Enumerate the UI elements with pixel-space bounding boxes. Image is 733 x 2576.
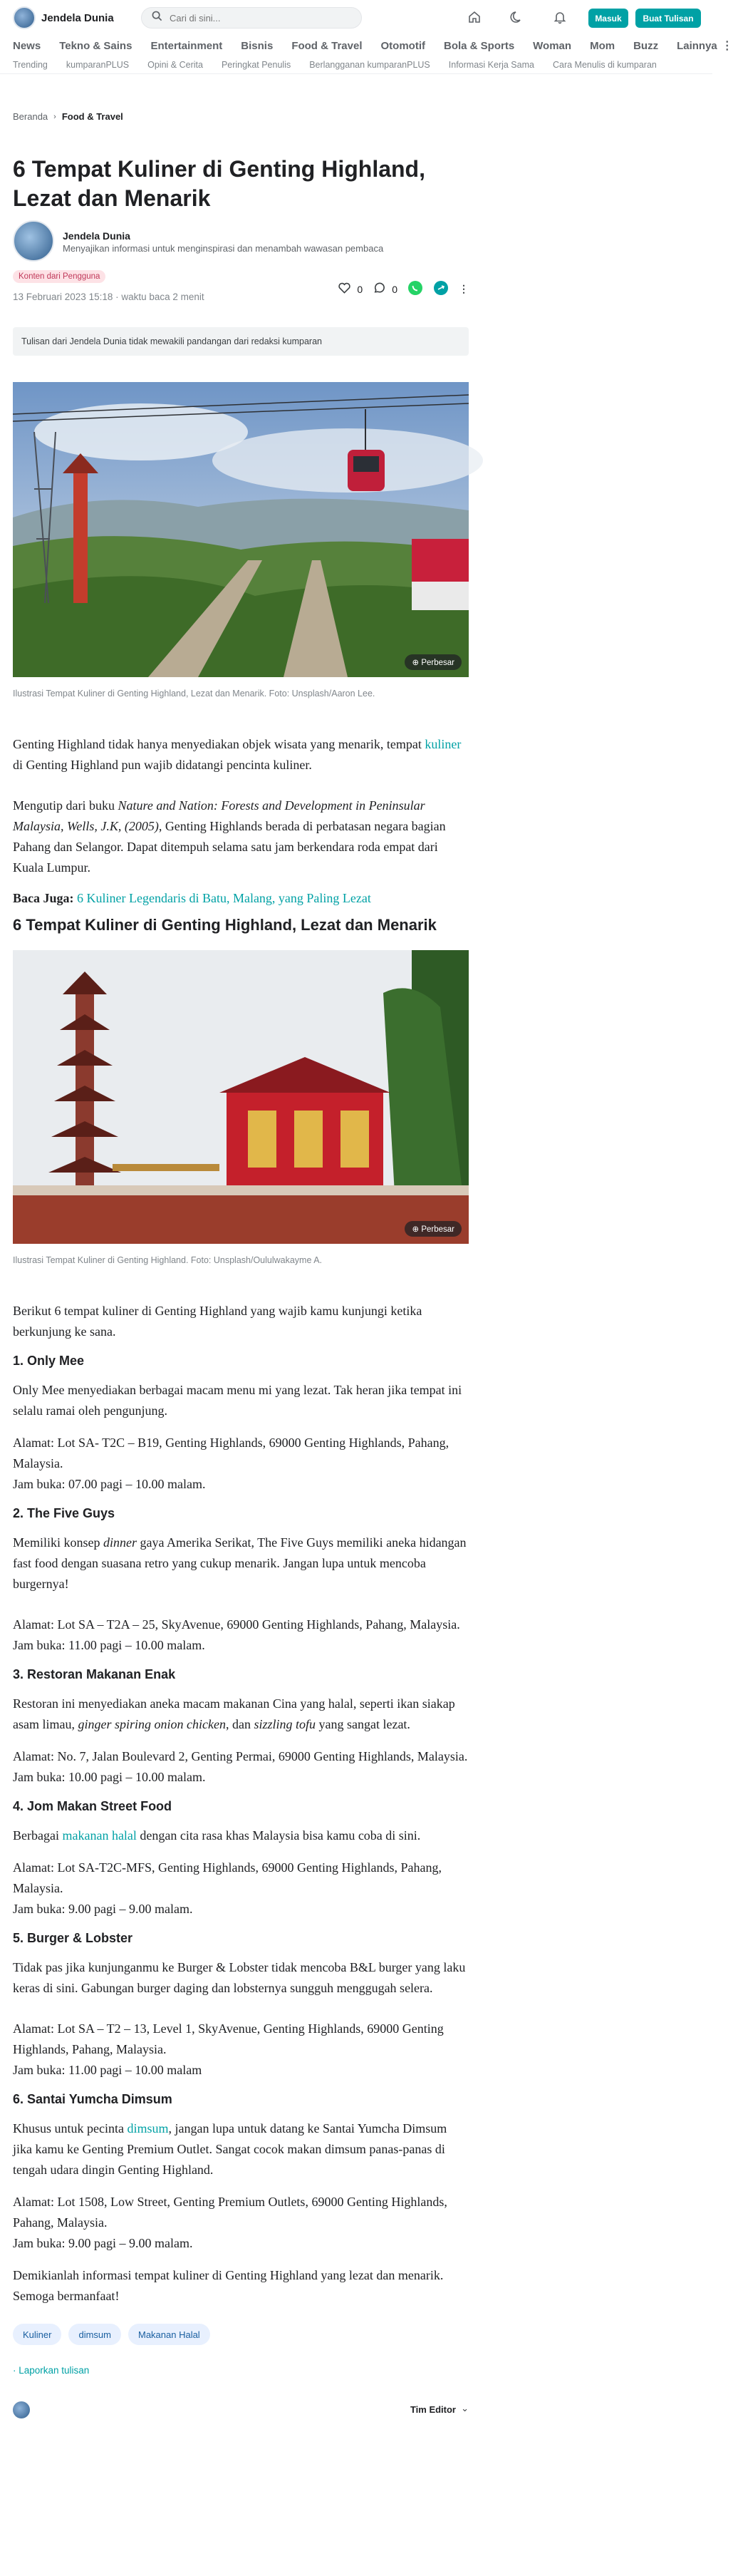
nav-item-news[interactable]: News — [13, 39, 41, 52]
paragraph — [13, 1825, 469, 1846]
tag-dimsum[interactable]: dimsum — [68, 2324, 121, 2345]
image-caption: Ilustrasi Tempat Kuliner di Genting Highland. Foto: Unsplash/Oululwakayme A. — [13, 1255, 323, 1265]
report-link[interactable]: · Laporkan tulisan — [13, 2365, 90, 2376]
author-desc: Menyajikan informasi untuk menginspirasi dan menambah wawasan pembaca — [63, 243, 384, 254]
subnav-item-cara-menulis[interactable]: Cara Menulis di kumparan — [552, 59, 657, 70]
italic-term: dinner — [103, 1535, 137, 1550]
more-vertical-icon[interactable]: ⋮ — [721, 40, 733, 52]
nav-item-bola[interactable]: Bola & Sports — [443, 39, 515, 52]
subnav-item-trending[interactable]: Trending — [13, 59, 48, 70]
subnav-item-peringkat[interactable]: Peringkat Penulis — [221, 59, 291, 70]
bell-icon[interactable] — [552, 9, 568, 25]
address: Alamat: Lot SA – T2A – 25, SkyAvenue, 69000 Genting Highlands, Pahang, Malaysia. — [13, 1617, 460, 1632]
read-also-label: Baca Juga: — [13, 891, 74, 905]
section-subheading: 3. Restoran Makanan Enak — [13, 1667, 176, 1681]
text-span: Memiliki konsep — [13, 1535, 103, 1550]
section-subheading: 6. Santai Yumcha Dimsum — [13, 2092, 172, 2106]
share-icon[interactable] — [433, 280, 449, 298]
search-box[interactable] — [141, 7, 362, 29]
breadcrumb-current[interactable]: Food & Travel — [61, 111, 123, 122]
address: Alamat: Lot SA-T2C-MFS, Genting Highlands, 69000 Genting Highlands, Pahang, Malaysia. — [13, 1860, 442, 1895]
breadcrumb — [13, 111, 469, 122]
article-title: 6 Tempat Kuliner di Genting Highland, Lezat dan Menarik — [13, 156, 425, 211]
paragraph: Only Mee menyediakan berbagai macam menu mi yang lezat. Tak heran jika tempat ini selalu ramai oleh pengunjung. — [13, 1383, 462, 1418]
brand-avatar-small — [13, 2401, 30, 2418]
hero-image[interactable] — [13, 382, 469, 677]
text-span: Mengutip dari buku — [13, 798, 118, 813]
comment-icon[interactable] — [373, 282, 386, 297]
address: Alamat: No. 7, Jalan Boulevard 2, Genting Permai, 69000 Genting Highlands, Malaysia. — [13, 1749, 468, 1763]
user-content-badge: Konten dari Pengguna — [13, 270, 105, 283]
hours: Jam buka: 07.00 pagi – 10.00 malam. — [13, 1477, 206, 1491]
section-subheading: 1. Only Mee — [13, 1354, 85, 1368]
footer-bar — [13, 2397, 469, 2426]
brand-avatar — [13, 6, 36, 29]
address: Alamat: Lot SA- T2C – B19, Genting Highlands, 69000 Genting Highlands, Pahang, Malaysia. — [13, 1436, 449, 1470]
zoom-icon: ⊕ — [412, 659, 420, 667]
top-bar — [0, 0, 712, 36]
image-caption: Ilustrasi Tempat Kuliner di Genting Highland, Lezat dan Menarik. Foto: Unsplash/Aaron Lee. — [13, 689, 375, 699]
subnav-item-kerja-sama[interactable]: Informasi Kerja Sama — [448, 59, 534, 70]
read-also-link[interactable]: 6 Kuliner Legendaris di Batu, Malang, yang Paling Lezat — [77, 891, 371, 905]
login-button[interactable]: Masuk — [588, 9, 628, 28]
tim-editor-label[interactable]: Tim Editor — [410, 2404, 456, 2415]
write-button[interactable]: Buat Tulisan — [635, 9, 701, 28]
paragraph — [13, 2118, 469, 2180]
whatsapp-icon[interactable] — [407, 280, 423, 298]
text-span: gaya Amerika Serikat, The Five Guys memiliki aneka hidangan fast food dengan suasana retro yang cukup menarik. Jangan lupa untuk mencoba burgernya! — [13, 1535, 467, 1591]
section-subheading: 4. Jom Makan Street Food — [13, 1799, 172, 1813]
nav-item-mom[interactable]: Mom — [590, 39, 615, 52]
inline-link-kuliner[interactable]: kuliner — [425, 737, 462, 751]
home-icon[interactable] — [467, 9, 482, 25]
subnav-item-opini[interactable]: Opini & Cerita — [147, 59, 203, 70]
meta-row — [13, 267, 469, 311]
paragraph — [13, 1532, 469, 1594]
book-title: Nature and Nation: Forests and Development in Peninsular Malaysia, Wells, J.K, (2005) — [13, 798, 425, 833]
text-span: Khusus untuk pecinta — [13, 2121, 128, 2135]
author-name[interactable]: Jendela Dunia — [63, 230, 130, 242]
author-avatar[interactable] — [13, 220, 54, 262]
more-options-icon[interactable]: ⋮ — [459, 283, 469, 294]
zoom-label: Perbesar — [421, 659, 454, 667]
text-span: Restoran ini menyediakan aneka macam makanan Cina yang halal, seperti ikan siakap asam limau, — [13, 1696, 455, 1731]
paragraph — [13, 888, 469, 909]
article-image[interactable] — [13, 950, 469, 1244]
author-block — [13, 220, 469, 262]
hours: Jam buka: 9.00 pagi – 9.00 malam. — [13, 1902, 193, 1916]
hours: Jam buka: 11.00 pagi – 10.00 malam — [13, 2063, 202, 2077]
nav-item-bisnis[interactable]: Bisnis — [241, 39, 274, 52]
moon-icon[interactable] — [509, 9, 525, 25]
chevron-right-icon: › — [53, 112, 56, 121]
publish-date: 13 Februari 2023 15:18 · waktu baca 2 menit — [13, 292, 204, 302]
inline-link-makanan-halal[interactable]: makanan halal — [62, 1828, 137, 1843]
nav-item-entertainment[interactable]: Entertainment — [150, 39, 223, 52]
main-nav — [0, 36, 733, 56]
article-body — [13, 734, 469, 2307]
hours: Jam buka: 9.00 pagi – 9.00 malam. — [13, 2236, 193, 2250]
zoom-button[interactable] — [405, 654, 462, 670]
hours: Jam buka: 11.00 pagi – 10.00 malam. — [13, 1638, 205, 1652]
search-input[interactable] — [170, 13, 340, 24]
like-count: 0 — [357, 283, 363, 295]
paragraph — [13, 795, 469, 878]
disclaimer-box: Tulisan dari Jendela Dunia tidak mewakili pandangan dari redaksi kumparan — [13, 327, 469, 356]
like-icon[interactable] — [338, 282, 351, 297]
nav-item-lainnya[interactable]: Lainnya — [677, 39, 717, 52]
italic-term: ginger spiring onion chicken — [78, 1717, 226, 1731]
text-span: , Genting Highlands berada di perbatasan negara bagian Pahang dan Selangor. Dapat ditempuh selama satu jam berkendara roda empat dari Kuala Lumpur. — [13, 819, 446, 875]
hours: Jam buka: 10.00 pagi – 10.00 malam. — [13, 1770, 206, 1784]
text-span: , jangan lupa untuk datang ke Santai Yumcha Dimsum jika kamu ke Genting Premium Outlet. Sangat cocok makan dimsum panas-panas di tengah udara dingin Genting Highland. — [13, 2121, 447, 2177]
text-span: , dan — [225, 1717, 254, 1731]
brand-name: Jendela Dunia — [41, 11, 114, 24]
text-span: yang sangat lezat. — [315, 1717, 410, 1731]
closing-paragraph: Demikianlah informasi tempat kuliner di Genting Highland yang lezat dan menarik. Semoga bermanfaat! — [13, 2268, 444, 2303]
zoom-icon: ⊕ — [412, 1225, 420, 1234]
subnav-item-berlangganan[interactable]: Berlangganan kumparanPLUS — [309, 59, 430, 70]
text-span: Genting Highland tidak hanya menyediakan objek wisata yang menarik, tempat — [13, 737, 425, 751]
zoom-button[interactable] — [405, 1221, 462, 1237]
section-heading: 6 Tempat Kuliner di Genting Highland, Lezat dan Menarik — [13, 916, 437, 934]
nav-item-woman[interactable]: Woman — [533, 39, 572, 52]
paragraph — [13, 734, 469, 776]
address: Alamat: Lot SA – T2 – 13, Level 1, SkyAvenue, Genting Highlands, 69000 Genting Highlands, Pahang, Malaysia. — [13, 2021, 444, 2056]
section-subheading: 5. Burger & Lobster — [13, 1931, 133, 1945]
zoom-label: Perbesar — [421, 1225, 454, 1234]
text-span: di Genting Highland pun wajib didatangi pencinta kuliner. — [13, 758, 312, 772]
nav-item-tekno[interactable]: Tekno & Sains — [59, 39, 132, 52]
search-icon — [152, 11, 162, 25]
breadcrumb-home[interactable]: Beranda — [13, 111, 48, 122]
chevron-down-icon[interactable]: ⌄ — [461, 2403, 469, 2413]
tag-kuliner[interactable]: Kuliner — [13, 2324, 61, 2345]
nav-item-otomotif[interactable]: Otomotif — [380, 39, 425, 52]
tag-list — [13, 2324, 469, 2345]
comment-count: 0 — [392, 283, 397, 295]
text-span: Berbagai — [13, 1828, 63, 1843]
tag-makanan-halal[interactable]: Makanan Halal — [128, 2324, 210, 2345]
subnav-item-kumparanplus[interactable]: kumparanPLUS — [66, 59, 130, 70]
paragraph: Tidak pas jika kunjunganmu ke Burger & Lobster tidak mencoba B&L burger yang laku keras di sini. Gabungan burger daging dan lobsternya sungguh menggugah selera. — [13, 1960, 466, 1995]
address: Alamat: Lot 1508, Low Street, Genting Premium Outlets, 69000 Genting Highlands, Pahang, Malaysia. — [13, 2195, 447, 2230]
nav-item-buzz[interactable]: Buzz — [633, 39, 659, 52]
section-subheading: 2. The Five Guys — [13, 1506, 115, 1520]
nav-item-food-travel[interactable]: Food & Travel — [291, 39, 363, 52]
paragraph: Berikut 6 tempat kuliner di Genting Highland yang wajib kamu kunjungi ketika berkunjung ke sana. — [13, 1304, 422, 1339]
inline-link-dimsum[interactable]: dimsum — [127, 2121, 169, 2135]
italic-term: sizzling tofu — [254, 1717, 316, 1731]
sub-nav — [0, 56, 712, 74]
brand-logo[interactable] — [13, 6, 114, 29]
paragraph — [13, 1694, 469, 1735]
text-span: dengan cita rasa khas Malaysia bisa kamu coba di sini. — [136, 1828, 421, 1843]
